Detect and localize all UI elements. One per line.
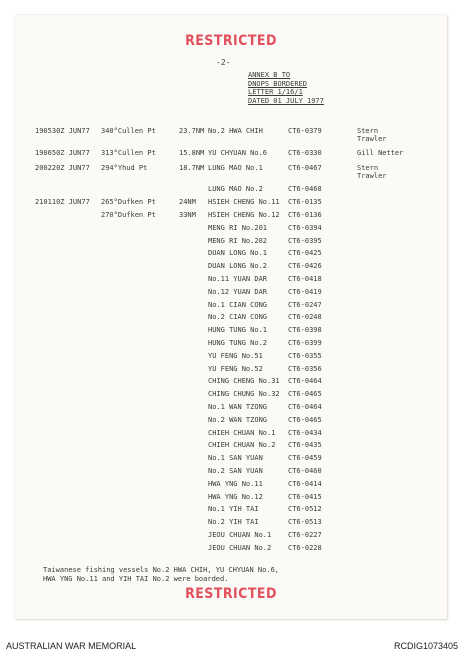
entry-bearing: 270°Dufken Pt [101, 211, 156, 219]
entry-vessel: YU FENG No.51 [208, 351, 263, 360]
entry-code: CT6-0426 [288, 262, 322, 271]
entry-code: CT6-0419 [288, 287, 322, 296]
entry-bearing: 340°Cullen Pt [101, 127, 156, 135]
entry-dtg: 200220Z JUN77 [35, 164, 90, 172]
boarding-note [43, 566, 279, 584]
entry-code: CT6-0459 [288, 454, 322, 463]
entry-vessel: HWA YNG No.11 [208, 479, 263, 488]
annex-line: DNOPS BORDERED [248, 79, 308, 88]
entry-vessel: No.2 WAN TZONG [208, 415, 268, 424]
restricted-stamp-bottom: RESTRICTED [185, 586, 277, 602]
entry-code: CT6-0248 [288, 313, 322, 322]
entry-code: CT6-0398 [288, 326, 322, 335]
entry-vessel: No.2 YIH TAI [208, 518, 259, 527]
entry-vessel: HUNG TUNG No.1 [208, 326, 268, 335]
entry-vessel: JEOU CHUAN No.2 [208, 543, 272, 552]
entry-code: CT6-0425 [288, 249, 322, 258]
entry-vessel: No.2 HWA CHIH [208, 127, 263, 135]
entry-code: CT6-0135 [288, 198, 322, 206]
entry-dtg: 190530Z JUN77 [35, 127, 90, 135]
entry-vessel: YU CHYUAN No.6 [208, 149, 268, 157]
entry-vessel: LUNG MAO No.2 [208, 185, 263, 193]
entry-code: CT6-0330 [288, 149, 322, 157]
entry-vessel: HWA YNG No.12 [208, 492, 263, 501]
entry-vessel: HSIEH CHENG No.12 [208, 211, 280, 219]
entry-bearing: 294°Yhud Pt [101, 164, 148, 172]
archive-name: AUSTRALIAN WAR MEMORIAL [6, 641, 137, 651]
archive-footer [0, 638, 464, 654]
entry-code: CT6-0464 [288, 403, 322, 411]
entry-code: CT6-0395 [288, 236, 322, 245]
entry-vessel: No.1 WAN TZONG [208, 403, 268, 411]
entry-code: CT6-0418 [288, 275, 322, 283]
entry-code: CT6-0468 [288, 185, 322, 193]
entry-vessel: CHIEH CHUAN No.1 [208, 428, 276, 437]
entry-bearing: 313°Cullen Pt [101, 149, 156, 157]
entry-vessel: No.11 YUAN DAR [208, 275, 268, 283]
entry-vessel: DUAN LONG No.1 [208, 249, 268, 258]
entry-range: 33NM [179, 211, 196, 219]
entry-vessel: HUNG TUNG No.2 [208, 339, 268, 347]
entry-code: CT6-0460 [288, 467, 322, 475]
entry-vessel: No.1 CIAN CONG [208, 300, 268, 309]
entry-code: CT6-0228 [288, 543, 322, 552]
entry-code: CT6-0513 [288, 518, 322, 527]
entry-vessel: HSIEH CHENG No.11 [208, 198, 280, 206]
entry-code: CT6-0355 [288, 351, 322, 360]
entry-code: CT6-0247 [288, 300, 322, 309]
entry-code: CT6-0379 [288, 127, 322, 135]
entry-code: CT6-0399 [288, 339, 322, 347]
restricted-stamp-top: RESTRICTED [185, 33, 277, 49]
entry-vessel: LUNG MAO No.1 [208, 164, 263, 172]
entry-type: Gill Netter [357, 149, 404, 157]
entry-code: CT6-0464 [288, 377, 322, 386]
annex-line: LETTER 1/16/1 [248, 88, 303, 96]
archive-reference: RCDIG1073405 [393, 641, 458, 651]
entry-code: CT6-0227 [288, 531, 322, 539]
entry-range: 18.7NM [179, 164, 205, 172]
entry-code: CT6-0394 [288, 223, 322, 232]
entry-vessel: No.1 SAN YUAN [208, 454, 263, 463]
entry-range: 24NM [179, 198, 196, 206]
entry-code: CT6-0434 [288, 428, 322, 437]
entry-vessel: No.12 YUAN DAR [208, 287, 268, 296]
entry-vessel: MENG RI No.202 [208, 236, 268, 245]
note-line: Taiwanese fishing vessels No.2 HWA CHIH, YU CHYUAN No.6, [43, 566, 280, 574]
annex-line: ANNEX B TO [248, 71, 291, 79]
annex-reference [248, 71, 324, 105]
entry-type: Stern Trawler [357, 164, 387, 180]
entry-code: CT6-0356 [288, 364, 322, 373]
entry-code: CT6-0465 [288, 390, 322, 399]
entry-dtg: 190650Z JUN77 [35, 149, 90, 157]
entry-vessel: DUAN LONG No.2 [208, 262, 268, 271]
document-page [15, 15, 447, 619]
entry-vessel: JEOU CHUAN No.1 [208, 531, 272, 539]
entry-range: 23.7NM [179, 127, 205, 135]
entry-code: CT6-0467 [288, 164, 322, 172]
entry-dtg: 210110Z JUN77 [35, 198, 90, 206]
entry-vessel: CHING CHUNG No.32 [208, 390, 280, 399]
entry-vessel: CHING CHENG No.31 [208, 377, 280, 386]
entry-code: CT6-0414 [288, 479, 322, 488]
entry-vessel: CHIEH CHUAN No.2 [208, 441, 276, 450]
entry-code: CT6-0136 [288, 211, 322, 219]
entry-range: 15.8NM [179, 149, 205, 157]
entry-vessel: No.1 YIH TAI [208, 505, 259, 514]
entry-code: CT6-0465 [288, 415, 322, 424]
entry-vessel: MENG RI No.201 [208, 223, 268, 232]
note-line: HWA YNG No.11 and YIH TAI No.2 were boarded. [43, 575, 229, 583]
entry-bearing: 265°Dufken Pt [101, 198, 156, 206]
page-number: -2- [216, 58, 231, 67]
entry-vessel: YU FENG No.52 [208, 364, 263, 373]
entry-vessel: No.2 CIAN CONG [208, 313, 268, 322]
entry-code: CT6-0435 [288, 441, 322, 450]
entry-vessel: No.2 SAN YUAN [208, 467, 263, 475]
entry-code: CT6-0415 [288, 492, 322, 501]
entry-code: CT6-0512 [288, 505, 322, 514]
entry-type: Stern Trawler [357, 127, 387, 143]
annex-line: DATED 01 JULY 1977 [248, 96, 324, 105]
